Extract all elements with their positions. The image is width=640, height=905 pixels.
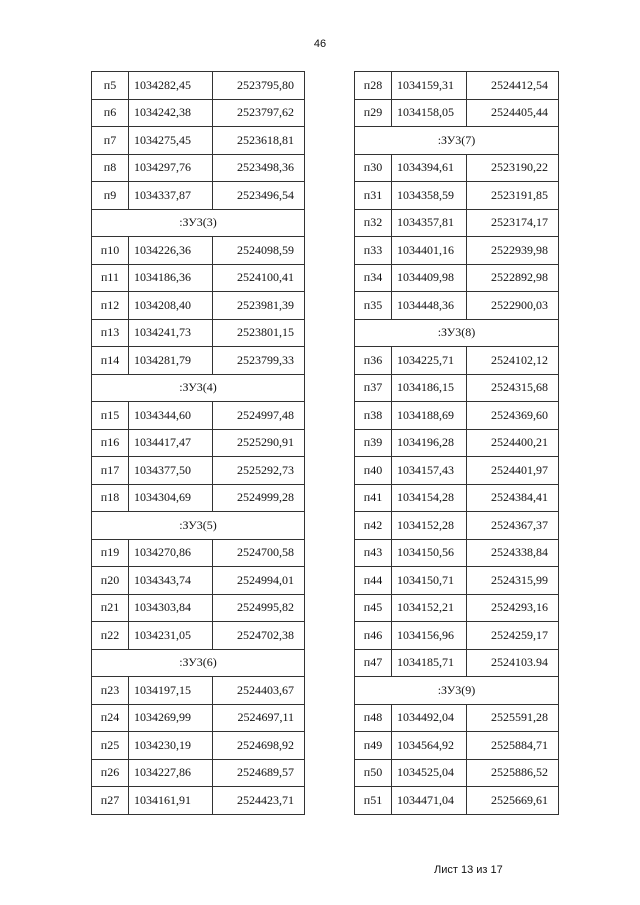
x-coordinate-cell: 1034161,91 [129, 787, 213, 815]
x-coordinate-cell: 1034150,71 [392, 567, 467, 595]
table-row [92, 347, 305, 375]
x-coordinate-cell: 1034154,28 [392, 484, 467, 512]
table-row [92, 677, 305, 705]
x-coordinate-cell: 1034269,99 [129, 704, 213, 732]
group-label: :ЗУ3(6) [92, 649, 305, 677]
x-coordinate-cell: 1034159,31 [392, 72, 467, 100]
y-coordinate-cell: 2523498,36 [213, 154, 305, 182]
point-id-cell: п30 [355, 154, 392, 182]
point-id-cell: п49 [355, 732, 392, 760]
table-row [355, 539, 559, 567]
x-coordinate-cell: 1034158,05 [392, 99, 467, 127]
point-id-cell: п17 [92, 457, 129, 485]
x-coordinate-cell: 1034231,05 [129, 622, 213, 650]
point-id-cell: п19 [92, 539, 129, 567]
table-row [355, 292, 559, 320]
x-coordinate-cell: 1034230,19 [129, 732, 213, 760]
y-coordinate-cell: 2524338,84 [467, 539, 559, 567]
point-id-cell: п36 [355, 347, 392, 375]
group-header-row [92, 649, 305, 677]
sheet-footer: Лист 13 из 17 [434, 864, 503, 876]
point-id-cell: п27 [92, 787, 129, 815]
y-coordinate-cell: 2524702,38 [213, 622, 305, 650]
table-row [92, 99, 305, 127]
x-coordinate-cell: 1034303,84 [129, 594, 213, 622]
y-coordinate-cell: 2524103.94 [467, 649, 559, 677]
y-coordinate-cell: 2524100,41 [213, 264, 305, 292]
x-coordinate-cell: 1034150,56 [392, 539, 467, 567]
y-coordinate-cell: 2525886,52 [467, 759, 559, 787]
x-coordinate-cell: 1034357,81 [392, 209, 467, 237]
x-coordinate-cell: 1034152,28 [392, 512, 467, 540]
y-coordinate-cell: 2523801,15 [213, 319, 305, 347]
table-row [92, 429, 305, 457]
y-coordinate-cell: 2522939,98 [467, 237, 559, 265]
table-row [92, 182, 305, 210]
point-id-cell: п6 [92, 99, 129, 127]
y-coordinate-cell: 2522892,98 [467, 264, 559, 292]
coordinates-table-right-body [355, 72, 559, 815]
y-coordinate-cell: 2524698,92 [213, 732, 305, 760]
x-coordinate-cell: 1034525,04 [392, 759, 467, 787]
x-coordinate-cell: 1034156,96 [392, 622, 467, 650]
y-coordinate-cell: 2524259,17 [467, 622, 559, 650]
point-id-cell: п50 [355, 759, 392, 787]
point-id-cell: п15 [92, 402, 129, 430]
point-id-cell: п16 [92, 429, 129, 457]
point-id-cell: п23 [92, 677, 129, 705]
table-row [355, 72, 559, 100]
table-row [355, 99, 559, 127]
y-coordinate-cell: 2523797,62 [213, 99, 305, 127]
x-coordinate-cell: 1034186,15 [392, 374, 467, 402]
table-row [355, 237, 559, 265]
x-coordinate-cell: 1034394,61 [392, 154, 467, 182]
point-id-cell: п45 [355, 594, 392, 622]
x-coordinate-cell: 1034297,76 [129, 154, 213, 182]
point-id-cell: п44 [355, 567, 392, 595]
point-id-cell: п33 [355, 237, 392, 265]
coordinates-table-left-body [92, 72, 305, 815]
coordinates-table-left [91, 71, 305, 815]
y-coordinate-cell: 2524689,57 [213, 759, 305, 787]
y-coordinate-cell: 2523190,22 [467, 154, 559, 182]
point-id-cell: п40 [355, 457, 392, 485]
table-row [92, 484, 305, 512]
table-row [92, 127, 305, 155]
table-row [355, 457, 559, 485]
coordinates-table-right [354, 71, 559, 815]
table-row [355, 622, 559, 650]
point-id-cell: п25 [92, 732, 129, 760]
table-row [92, 787, 305, 815]
point-id-cell: п39 [355, 429, 392, 457]
group-label: :ЗУ3(4) [92, 374, 305, 402]
point-id-cell: п41 [355, 484, 392, 512]
table-row [92, 264, 305, 292]
x-coordinate-cell: 1034227,86 [129, 759, 213, 787]
x-coordinate-cell: 1034188,69 [392, 402, 467, 430]
point-id-cell: п5 [92, 72, 129, 100]
x-coordinate-cell: 1034358,59 [392, 182, 467, 210]
page-number: 46 [313, 38, 327, 50]
group-header-row [355, 127, 559, 155]
table-row [355, 594, 559, 622]
y-coordinate-cell: 2525669,61 [467, 787, 559, 815]
y-coordinate-cell: 2524697,11 [213, 704, 305, 732]
table-row [355, 429, 559, 457]
y-coordinate-cell: 2525290,91 [213, 429, 305, 457]
table-row [92, 594, 305, 622]
table-row [355, 787, 559, 815]
y-coordinate-cell: 2524315,68 [467, 374, 559, 402]
point-id-cell: п31 [355, 182, 392, 210]
group-header-row [92, 209, 305, 237]
x-coordinate-cell: 1034185,71 [392, 649, 467, 677]
group-label: :ЗУ3(8) [355, 319, 559, 347]
x-coordinate-cell: 1034401,16 [392, 237, 467, 265]
y-coordinate-cell: 2523618,81 [213, 127, 305, 155]
x-coordinate-cell: 1034417,47 [129, 429, 213, 457]
y-coordinate-cell: 2525884,71 [467, 732, 559, 760]
group-label: :ЗУ3(7) [355, 127, 559, 155]
y-coordinate-cell: 2524102,12 [467, 347, 559, 375]
table-row [355, 154, 559, 182]
x-coordinate-cell: 1034281,79 [129, 347, 213, 375]
table-row [92, 72, 305, 100]
table-row [92, 457, 305, 485]
y-coordinate-cell: 2524994,01 [213, 567, 305, 595]
point-id-cell: п8 [92, 154, 129, 182]
group-label: :ЗУ3(3) [92, 209, 305, 237]
table-row [355, 732, 559, 760]
group-label: :ЗУ3(5) [92, 512, 305, 540]
point-id-cell: п48 [355, 704, 392, 732]
x-coordinate-cell: 1034225,71 [392, 347, 467, 375]
point-id-cell: п13 [92, 319, 129, 347]
table-row [92, 622, 305, 650]
y-coordinate-cell: 2524405,44 [467, 99, 559, 127]
point-id-cell: п38 [355, 402, 392, 430]
table-row [355, 704, 559, 732]
y-coordinate-cell: 2525292,73 [213, 457, 305, 485]
table-row [92, 402, 305, 430]
table-row [92, 292, 305, 320]
point-id-cell: п34 [355, 264, 392, 292]
y-coordinate-cell: 2523981,39 [213, 292, 305, 320]
x-coordinate-cell: 1034337,87 [129, 182, 213, 210]
y-coordinate-cell: 2524999,28 [213, 484, 305, 512]
point-id-cell: п14 [92, 347, 129, 375]
x-coordinate-cell: 1034343,74 [129, 567, 213, 595]
table-row [355, 567, 559, 595]
point-id-cell: п26 [92, 759, 129, 787]
x-coordinate-cell: 1034196,28 [392, 429, 467, 457]
point-id-cell: п11 [92, 264, 129, 292]
x-coordinate-cell: 1034157,43 [392, 457, 467, 485]
point-id-cell: п12 [92, 292, 129, 320]
point-id-cell: п24 [92, 704, 129, 732]
point-id-cell: п51 [355, 787, 392, 815]
y-coordinate-cell: 2524400,21 [467, 429, 559, 457]
group-label: :ЗУ3(9) [355, 677, 559, 705]
y-coordinate-cell: 2524369,60 [467, 402, 559, 430]
y-coordinate-cell: 2524098,59 [213, 237, 305, 265]
x-coordinate-cell: 1034344,60 [129, 402, 213, 430]
point-id-cell: п10 [92, 237, 129, 265]
y-coordinate-cell: 2524700,58 [213, 539, 305, 567]
y-coordinate-cell: 2524403,67 [213, 677, 305, 705]
table-row [355, 484, 559, 512]
point-id-cell: п47 [355, 649, 392, 677]
point-id-cell: п28 [355, 72, 392, 100]
table-row [92, 154, 305, 182]
x-coordinate-cell: 1034275,45 [129, 127, 213, 155]
table-row [355, 209, 559, 237]
y-coordinate-cell: 2524401,97 [467, 457, 559, 485]
x-coordinate-cell: 1034304,69 [129, 484, 213, 512]
table-row [92, 567, 305, 595]
y-coordinate-cell: 2523174,17 [467, 209, 559, 237]
y-coordinate-cell: 2524367,37 [467, 512, 559, 540]
point-id-cell: п20 [92, 567, 129, 595]
y-coordinate-cell: 2523795,80 [213, 72, 305, 100]
point-id-cell: п37 [355, 374, 392, 402]
y-coordinate-cell: 2524384,41 [467, 484, 559, 512]
y-coordinate-cell: 2523496,54 [213, 182, 305, 210]
y-coordinate-cell: 2524995,82 [213, 594, 305, 622]
y-coordinate-cell: 2522900,03 [467, 292, 559, 320]
x-coordinate-cell: 1034241,73 [129, 319, 213, 347]
x-coordinate-cell: 1034270,86 [129, 539, 213, 567]
point-id-cell: п18 [92, 484, 129, 512]
y-coordinate-cell: 2524412,54 [467, 72, 559, 100]
point-id-cell: п22 [92, 622, 129, 650]
table-row [92, 539, 305, 567]
y-coordinate-cell: 2524293,16 [467, 594, 559, 622]
group-header-row [355, 319, 559, 347]
table-row [92, 759, 305, 787]
point-id-cell: п42 [355, 512, 392, 540]
x-coordinate-cell: 1034409,98 [392, 264, 467, 292]
x-coordinate-cell: 1034377,50 [129, 457, 213, 485]
x-coordinate-cell: 1034471,04 [392, 787, 467, 815]
x-coordinate-cell: 1034208,40 [129, 292, 213, 320]
table-row [92, 319, 305, 347]
point-id-cell: п46 [355, 622, 392, 650]
point-id-cell: п9 [92, 182, 129, 210]
x-coordinate-cell: 1034564,92 [392, 732, 467, 760]
x-coordinate-cell: 1034492,04 [392, 704, 467, 732]
x-coordinate-cell: 1034448,36 [392, 292, 467, 320]
y-coordinate-cell: 2525591,28 [467, 704, 559, 732]
table-row [355, 402, 559, 430]
x-coordinate-cell: 1034197,15 [129, 677, 213, 705]
table-row [355, 182, 559, 210]
point-id-cell: п29 [355, 99, 392, 127]
y-coordinate-cell: 2524423,71 [213, 787, 305, 815]
table-row [355, 347, 559, 375]
y-coordinate-cell: 2524315,99 [467, 567, 559, 595]
point-id-cell: п43 [355, 539, 392, 567]
point-id-cell: п7 [92, 127, 129, 155]
x-coordinate-cell: 1034282,45 [129, 72, 213, 100]
table-row [355, 759, 559, 787]
group-header-row [355, 677, 559, 705]
y-coordinate-cell: 2523799,33 [213, 347, 305, 375]
x-coordinate-cell: 1034186,36 [129, 264, 213, 292]
table-row [92, 237, 305, 265]
x-coordinate-cell: 1034226,36 [129, 237, 213, 265]
group-header-row [92, 374, 305, 402]
x-coordinate-cell: 1034152,21 [392, 594, 467, 622]
point-id-cell: п32 [355, 209, 392, 237]
x-coordinate-cell: 1034242,38 [129, 99, 213, 127]
table-row [355, 374, 559, 402]
table-row [355, 512, 559, 540]
point-id-cell: п21 [92, 594, 129, 622]
table-row [355, 264, 559, 292]
y-coordinate-cell: 2524997,48 [213, 402, 305, 430]
table-row [355, 649, 559, 677]
group-header-row [92, 512, 305, 540]
table-row [92, 732, 305, 760]
table-row [92, 704, 305, 732]
y-coordinate-cell: 2523191,85 [467, 182, 559, 210]
point-id-cell: п35 [355, 292, 392, 320]
